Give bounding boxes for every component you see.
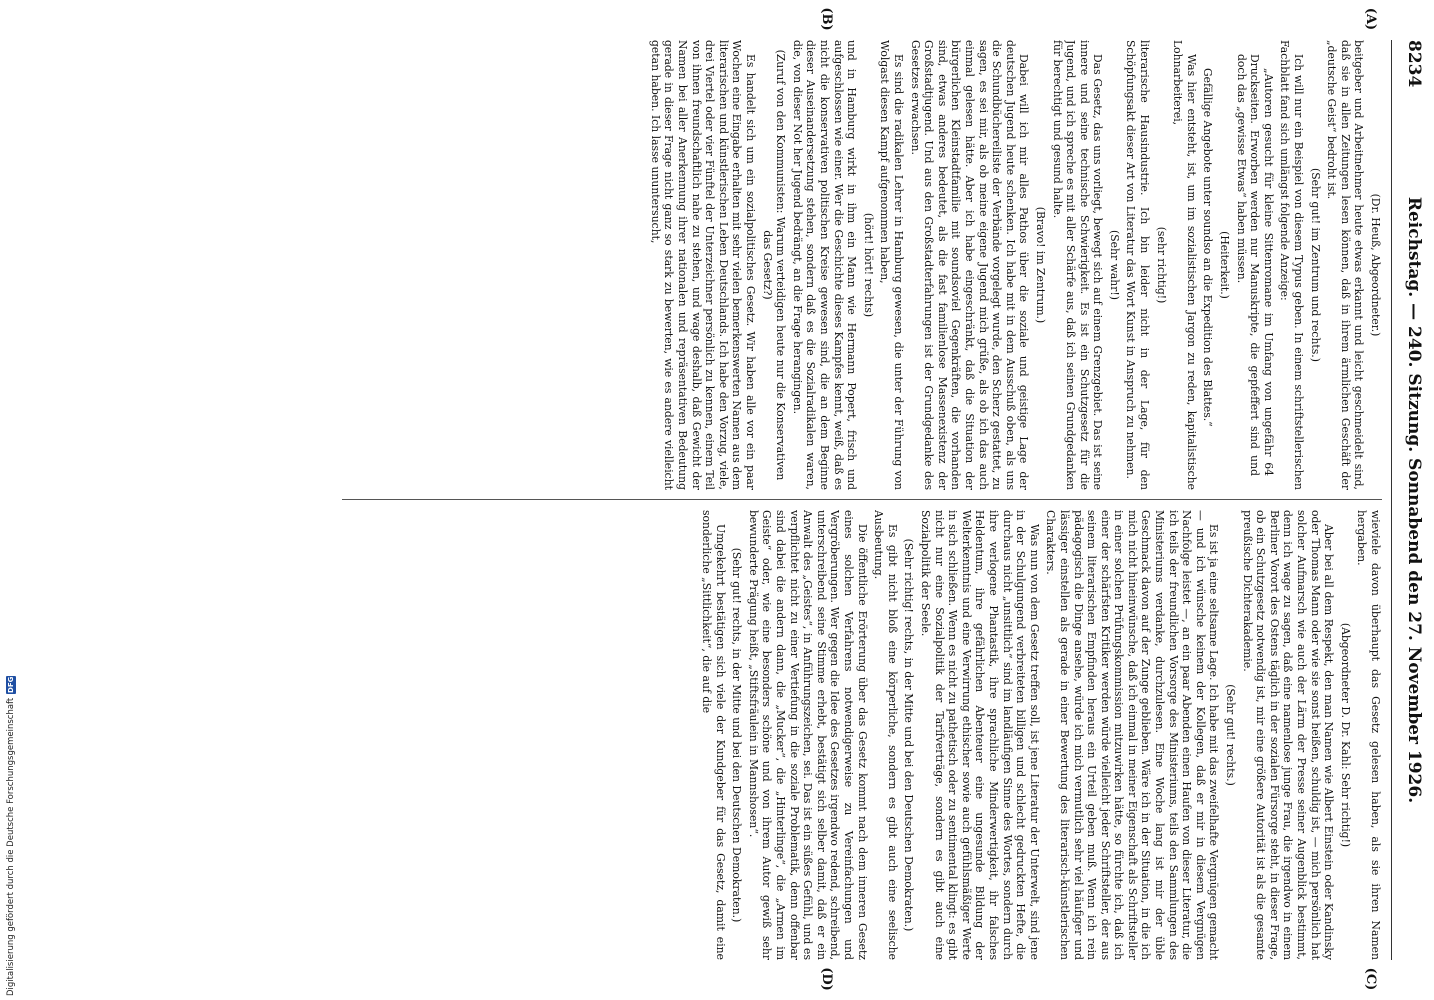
paragraph: Die öffentliche Erörterung über das Gesetz kommt nach dem inneren Gesetz eines solchen Verfahrens notwendigerweise zu Vereinfachungen und Vergröberungen. Wer gegen die Idee des Gesetzes irgendwo redend, schreibend, unterschreibend seine Stimme erhebt, bestätigt sich selber damit, daß er ein Anwalt des „Geistes“, in Anführungszeichen, sei. Das ist ein süßes Gefühl, und es verpflichtet nicht zu einer Vertiefung in die soziale Problematik, denn offenbar sind dabei die andern dann, die „Mucker“, die „Hinterlinge“, die „Armen im Geiste“ oder, wie eine besonders schöne und von ihrem Autor gewiß sehr bewunderte Prägung heißt, „Stiftsfräulein in Mannshosen“. xyxy=(746,510,869,960)
paragraph: Dabei will ich mir alles Pathos über die soziale und geistige Lage der deutschen Jugend heute schenken. Ich habe mit in dem Ausschuß oben, als uns die Schundbüchereiliste der Verbände vorgelegt wurde, den Scherz gestattet, zu sagen, es sei mir, als ob meine eigene Jugend mich grüße, als ob ich das auch einmal gelesen hätte. Aber ich habe eingeschränkt, daß die Situation der bürgerlichen Kleinstadtfamilie mit soundsoviel Gegenkräften, die vorhanden sind, etwas anderes bedeutet, als die fast familienlose Massenexistenz der Großstadtjugend. Und aus den Großstadterfahrungen ist der Grundgedanke des Gesetzes erwachsen. xyxy=(908,40,1031,490)
paragraph: beitgeber und Arbeitnehmer heute etwas erkannt und leicht geschmeidelt sind, daß sie in allen Zeitungen lesen können, daß in ihrem ärmlichen Geschäft der „deutsche Geist“ bedroht ist. xyxy=(1325,40,1366,490)
right-column xyxy=(332,510,1382,960)
reaction: (Sehr gut! rechts.) xyxy=(1224,684,1238,786)
page-number: 8234 xyxy=(1404,40,1424,88)
reaction: (Sehr richtig! rechts, in der Mitte und bei den Deutschen Demokraten.) xyxy=(902,538,916,932)
paragraph: Es gibt nicht bloß eine körperliche, sondern es gibt auch eine seelische Ausbeutung. xyxy=(872,510,899,960)
digitization-credit xyxy=(6,676,16,996)
reaction: (hört! hört! rechts) xyxy=(861,212,875,318)
reaction: (Abgeordneter D. Dr. Kahl: Sehr richtig!) xyxy=(1338,622,1352,848)
quote: Gefällige Angebote unter soundso an die Expedition des Blattes.“ xyxy=(1201,68,1215,427)
dfg-logo-icon: DFG xyxy=(7,676,15,693)
paragraph: Was nun von dem Gesetz treffen soll, ist jene Literatur der Unterwelt, sind jene in der Schulgungend verbreiteten billigen und schlecht gedruckten Hefte, die durchaus nicht „unsittlich“ sind im landläufigen Sinne des Wortes, sondern durch ihre verlogene Phantastik, ihre sprachliche Minderwertigkeit, ihr falsches Heldentum, ihre gefährlichen Abenteuer eine ungesunde Bildung der Welterkenntnis und eine Verwirrung ethischer sowie auch gefühlsmäßiger Werte in sich schließen. Wenn es nicht zu pathetisch oder zu sentimental klingt: es gibt nicht nur eine Sozialpolitik der Tarifverträge, sondern es gibt auch eine Sozialpolitik der Seele. xyxy=(919,510,1041,960)
running-title: Reichstag. — 240. Sitzung. Sonnabend den 27. November 1926. xyxy=(1404,196,1424,804)
reaction: (sehr richtig!) xyxy=(1154,226,1168,304)
credit-text: Digitalisierung gefördert durch die Deutsche Forschungsgemeinschaft xyxy=(6,697,16,996)
margin-mark-d: (D) xyxy=(819,967,834,991)
left-column xyxy=(332,40,1382,490)
page-header xyxy=(1390,40,1424,960)
margin-mark-b: (B) xyxy=(819,7,834,31)
paragraph: und in Hamburg wirkt in ihm ein Mann wie Hermann Popert, frisch und aufgeschlossen wie einer. Wer die Geschichte dieses Kampfes kennt, weiß, daß es nicht die konservativen politischen Kreise gewesen sind, die an dem Beginne dieser Auseinandersetzung stehen, sondern daß es die Sozialradikalen waren, die, von dieser Not her Jugend bedrängt, an die Frage herangingen. xyxy=(790,40,859,490)
quote: „Autoren gesucht für kleine Sittenromane im Umfang von ungefähr 64 Druckseiten. Erworben werden nur Manuskripte, die gepfeffert sind und doch das „gewisse Etwas“ haben müssen. xyxy=(1234,54,1275,476)
speaker-line: (Dr. Heuß, Abgeordneter.) xyxy=(1369,193,1382,337)
paragraph: literarische Hausindustrie. Ich bin leider nicht in der Lage, für den Schöpfungsakt dieser Art von Literatur das Wort Kunst in Anspruch zu nehmen. xyxy=(1124,40,1152,490)
column-divider xyxy=(342,499,1382,500)
paragraph: Es handelt sich um ein sozialpolitisches Gesetz. Wir haben alle vor ein paar Wochen eine Eingabe erhalten mit sehr vielen bemerkenswerten Namen aus dem literarischen und künstlerischen Leben Deutschlands. Ich habe den Vorzug, viele, drei Viertel oder vier Fünftel der Unterzeichner persönlich zu kennen, einem Teil von ihnen freundschaftlich nahe zu stehen, und wage deshalb, daß Gewicht der Namen bei aller Anerkennung ihrer nationalen und repräsentativen Bedeutung gerade in dieser Frage nicht ganz so stark zu bewerten, wie es andere vielleicht getan haben. Ich lasse ununtersucht, xyxy=(648,40,758,490)
paragraph: Es ist ja eine seltsame Lage. Ich habe mit das zweifelhafte Vergnügen gemacht — und ich wünsche keinem der Kollegen, daß er mir in diesem Vergnügen Nachfolge leistet —, an ein paar Abenden einen Haufen von dieser Literatur, die ich teils der freundlichen Vorsorge des Ministeriums, teils den Sammlungen des Ministeriums verdanke, durchzulesen. Eine Woche lang ist mir der üble Geschmack davon auf der Zunge geblieben. Wäre ich in der Situation, in die ich mich nicht hineinwünsche, daß ich einmal in meiner Eigenschaft als Schriftsteller in einer solchen Prüfungskommission mitzuwirken hätte, so fürchte ich, daß ich einer der schärfsten Kritiker werden würde vielleicht jeder Schriftsteller, der aus seinem literarischen Empfinden heraus ein Urteil geben muß. Wenn ich rein pädagogisch die Dinge ansehe, würde ich mich vermutlich sehr viel häufiger und lässiger einstellen als gerade in einer Bewertung des literarisch-künstlerischen Charakters. xyxy=(1044,510,1221,960)
header-rule xyxy=(1391,40,1392,960)
reaction: (Zuruf von den Kommunisten: Warum verteidigen heute nur die Konservativen das Gesetz?) xyxy=(760,49,788,481)
reaction: (Sehr gut! rechts, in der Mitte und bei den Deutschen Demokraten.) xyxy=(730,547,744,923)
paragraph: Aber bei all dem Respekt, den man Namen wie Albert Einstein oder Kandinsky oder Thomas Mann oder wie sie sonst heißen, schuldig ist, — mich persönlich hat solcher Aufmarsch wie auch der Lärm der Presse seiner Augenblick bestimmt, denn ich wage zu sagen, daß eine namenlose junge Frau, die irgendwo in einem Berliner Vorort des Ostens täglich in der sozialen Fürsorge steht, in dieser Frage, ob ein Schutzgesetz notwendig ist, mir eine größere Autorität ist als die gesamte preußische Dichterakademie. xyxy=(1240,510,1336,960)
paragraph: Das Gesetz, das uns vorliegt, bewegt sich auf einem Grenzgebiet. Das ist seine innere und seine technische Schwierigkeit. Es ist ein Schutzgesetz für die Jugend, und ich spreche es mit aller Schärfe aus, daß ich seinen Grundgedanken für berechtigt und gesund halte. xyxy=(1050,40,1105,490)
reaction: (Bravo! im Zentrum.) xyxy=(1033,206,1047,324)
margin-mark-c: (C) xyxy=(1363,967,1378,991)
reaction: (Heiterkeit.) xyxy=(1218,231,1232,299)
paragraph: Ich will nur ein Beispiel von diesem Typus geben. In einem schriftstellerischen Fachblatt fand sich umlängst folgende Anzeige: xyxy=(1278,40,1306,490)
reaction: (Sehr wahr!) xyxy=(1107,230,1121,300)
paragraph: Was hier entsteht, ist, um im sozialistischen Jargon zu reden, kapitalistische Lohnarbeiterei, xyxy=(1171,40,1198,490)
margin-mark-a: (A) xyxy=(1363,7,1378,31)
paragraph: wieviele davon überhaupt das Gesetz gelesen haben, als sie ihren Namen hergaben. xyxy=(1355,510,1382,960)
reaction: (Sehr gut! im Zentrum und rechts.) xyxy=(1308,168,1322,362)
paragraph: Es sind die radikalen Lehrer in Hamburg gewesen, die unter der Führung von Wolgast diesen Kampf aufgenommen haben, xyxy=(878,40,905,490)
paragraph: Umgekehrt bestätigen sich viele der Kundgeber für das Gesetz, damit eine sonderliche „Sittlichkeit“, die auf die xyxy=(700,510,727,960)
